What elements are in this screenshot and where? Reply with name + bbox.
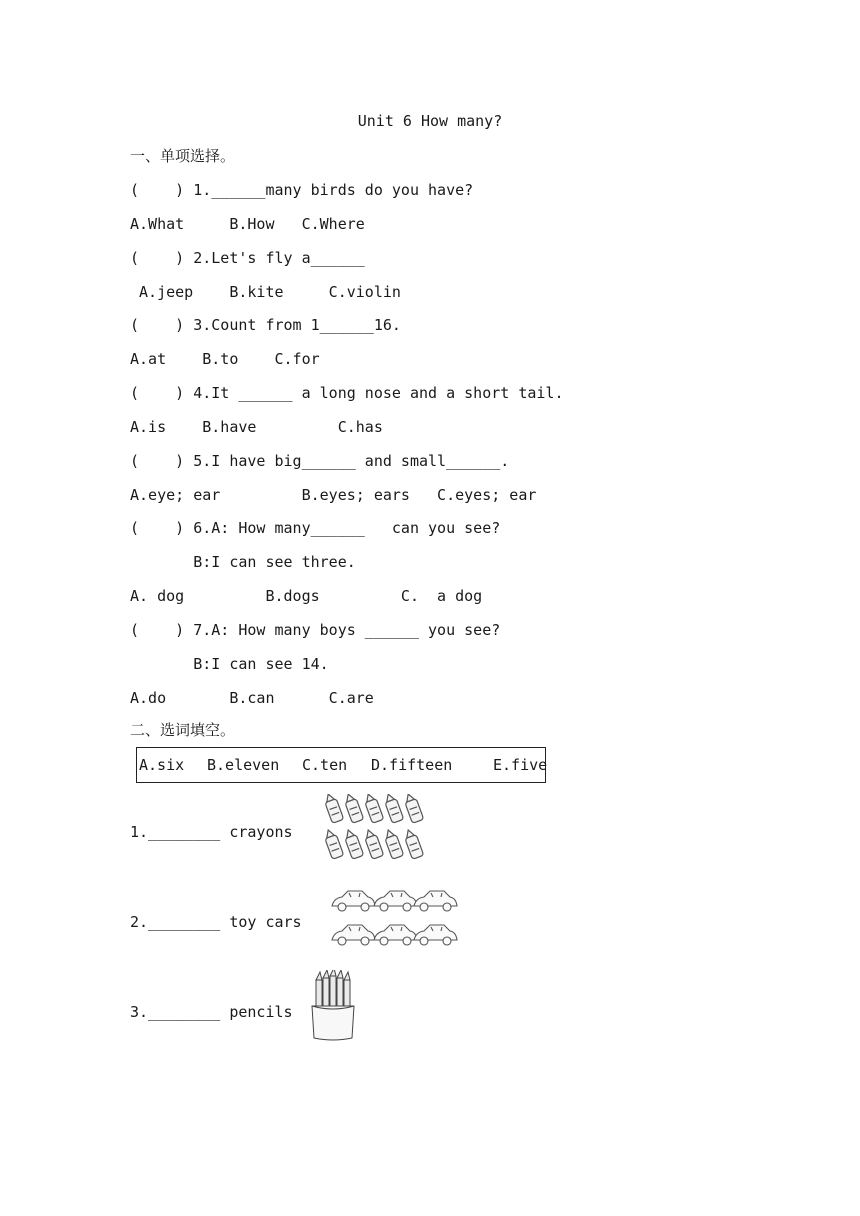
page-title: Unit 6 How many? <box>357 112 503 130</box>
question-7-stem: ( ) 7.A: How many boys ______ you see? <box>130 621 501 639</box>
question-1-stem: ( ) 1.______many birds do you have? <box>130 181 474 199</box>
fill-item-1: 1.________ crayons <box>130 823 293 841</box>
question-4-options: A.is B.have C.has <box>130 418 383 436</box>
word-option-b: B.eleven <box>207 756 280 774</box>
word-bank-box <box>136 747 546 783</box>
question-6-stem: ( ) 6.A: How many______ can you see? <box>130 519 501 537</box>
question-5-options: A.eye; ear B.eyes; ears C.eyes; ear <box>130 486 537 504</box>
question-2-options: A.jeep B.kite C.violin <box>130 283 401 301</box>
question-7-answer: B:I can see 14. <box>130 655 329 673</box>
pencils-cup-illustration <box>306 970 360 1042</box>
question-6-answer: B:I can see three. <box>130 553 356 571</box>
question-3-options: A.at B.to C.for <box>130 350 320 368</box>
fill-item-2: 2.________ toy cars <box>130 913 302 931</box>
question-5-stem: ( ) 5.I have big______ and small______. <box>130 452 510 470</box>
question-2-stem: ( ) 2.Let's fly a______ <box>130 249 365 267</box>
fill-item-3: 3.________ pencils <box>130 1003 293 1021</box>
toy-cars-illustration <box>328 886 458 952</box>
word-option-c: C.ten <box>302 756 348 774</box>
section-heading-1: 一、单项选择。 <box>130 147 236 165</box>
question-3-stem: ( ) 3.Count from 1______16. <box>130 316 401 334</box>
word-option-e: E.five <box>493 756 548 774</box>
crayons-illustration <box>322 794 434 864</box>
word-option-a: A.six <box>139 756 185 774</box>
question-6-options: A. dog B.dogs C. a dog <box>130 587 483 605</box>
question-4-stem: ( ) 4.It ______ a long nose and a short tail. <box>130 384 564 402</box>
word-option-d: D.fifteen <box>371 756 453 774</box>
question-7-options: A.do B.can C.are <box>130 689 374 707</box>
section-heading-2: 二、选词填空。 <box>130 721 236 739</box>
question-1-options: A.What B.How C.Where <box>130 215 365 233</box>
